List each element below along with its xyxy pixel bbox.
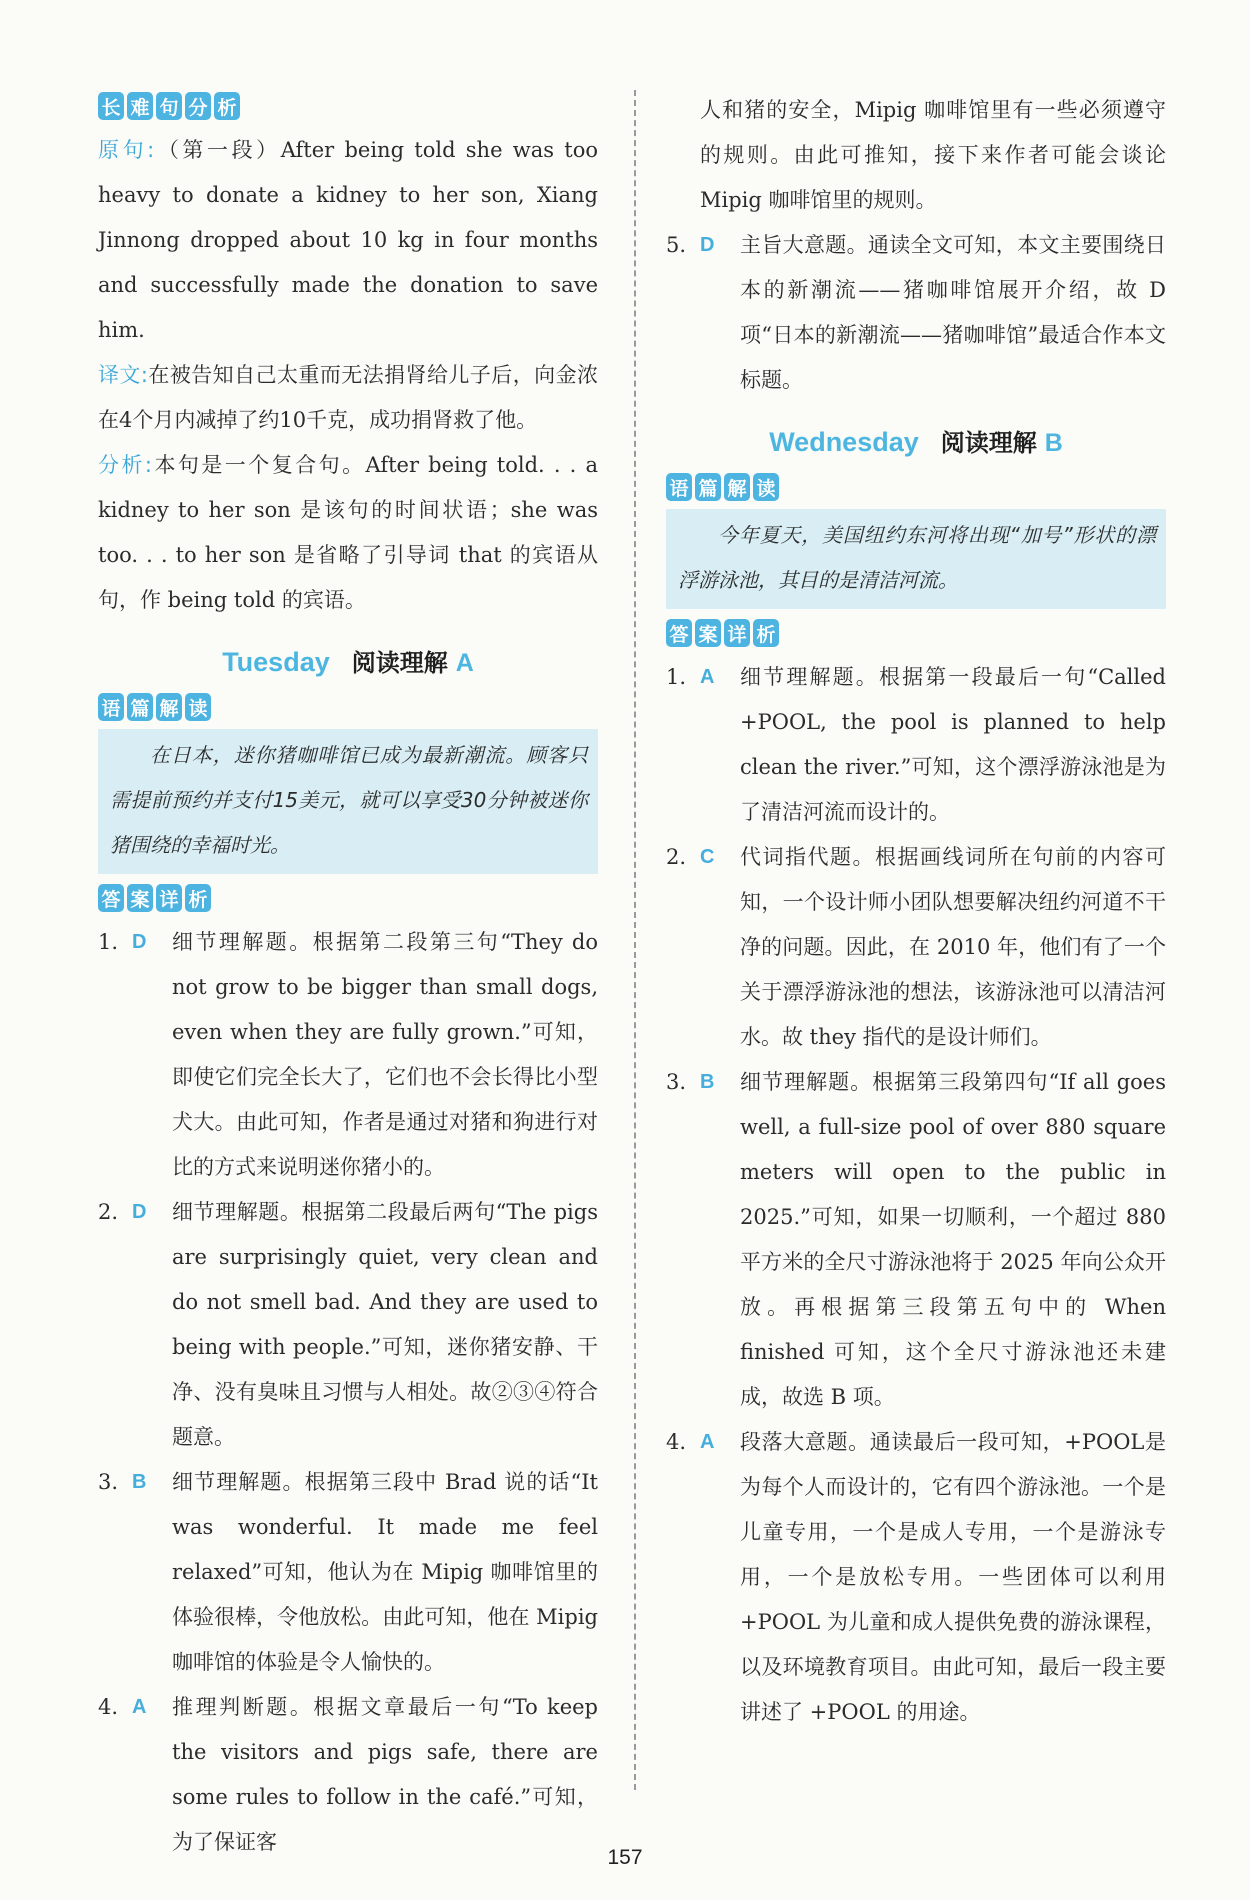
item-number: 2. [666, 845, 687, 869]
item-explanation: 段落大意题。通读最后一段可知，+POOL是为每个人而设计的，它有四个游泳池。一个是儿童专用，一个是成人专用，一个是游泳专用，一个是放松专用。一些团体可以利用 +POOL 为儿童和成人提供免费的游泳课程，以及环境教育项目。由此可知，最后一段主要讲述了 +POOL 的用途。 [740, 1430, 1166, 1724]
item-explanation: 主旨大意题。通读全文可知，本文主要围绕日本的新潮流——猪咖啡馆展开介绍，故 D 项“日本的新潮流——猪咖啡馆”最适合作本文标题。 [740, 233, 1166, 392]
item-answer: A [700, 666, 715, 688]
answer-detail-tag [98, 884, 598, 912]
tag-char: 析 [753, 619, 779, 647]
item-number: 4. [98, 1695, 119, 1719]
item-explanation: 代词指代题。根据画线词所在句前的内容可知，一个设计师小团队想要解决纽约河道不干净的问题。因此，在 2010 年，他们有了一个关于漂浮游泳池的想法，该游泳池可以清洁河水。故 they 指代的是设计师们。 [740, 845, 1166, 1049]
passage-reading-tag [98, 693, 598, 721]
tag-char: 篇 [127, 693, 153, 721]
answer-detail-tag [666, 619, 1166, 647]
analysis [98, 443, 598, 623]
section-heading-tuesday [98, 639, 598, 685]
tag-char: 语 [98, 693, 124, 721]
left-column [98, 88, 598, 1865]
answer-item [666, 835, 1166, 1060]
item-explanation: 推理判断题。根据文章最后一句“To keep the visitors and pigs safe, there are some rules to follow in the café.”可知，为了保证客 [172, 1695, 598, 1854]
item-explanation: 细节理解题。根据第三段中 Brad 说的话“It was wonderful. It made me feel relaxed”可知，他认为在 Mipig 咖啡馆里的体验很棒，令他放松。由此可知，他在 Mipig 咖啡馆的体验是令人愉快的。 [172, 1470, 598, 1674]
item-answer: B [132, 1471, 147, 1493]
original-label: 原句: [98, 138, 155, 162]
tag-char: 长 [98, 92, 124, 120]
answer-item [98, 1460, 598, 1685]
item-answer: D [132, 1201, 147, 1223]
tag-char: 详 [724, 619, 750, 647]
item-number: 5. [666, 233, 687, 257]
item-answer: B [700, 1071, 715, 1093]
answer-item [666, 223, 1166, 403]
tag-char: 读 [753, 473, 779, 501]
item-answer: C [700, 846, 715, 868]
translation-text: 在被告知自己太重而无法捐肾给儿子后，向金浓在4个月内减掉了约10千克，成功捐肾救了他。 [98, 363, 599, 432]
item-answer: D [132, 931, 147, 953]
analysis-label: 分析: [98, 453, 152, 477]
section-title: 阅读理解 [351, 649, 448, 677]
tag-char: 案 [695, 619, 721, 647]
column-divider [634, 90, 636, 1790]
tag-char: 析 [185, 884, 211, 912]
item-continuation: 人和猪的安全，Mipig 咖啡馆里有一些必须遵守的规则。由此可推知，接下来作者可能会谈论 Mipig 咖啡馆里的规则。 [700, 98, 1166, 212]
item-explanation: 细节理解题。根据第一段最后一句“Called +POOL, the pool is planned to help clean the river.”可知，这个漂浮游泳池是为了清洁河流而设计的。 [740, 665, 1166, 824]
right-column [666, 88, 1166, 1735]
difficult-sentence-tag [98, 92, 598, 120]
passage-reading-tag [666, 473, 1166, 501]
answer-item [666, 655, 1166, 835]
section-letter: B [1044, 429, 1063, 457]
item-explanation: 细节理解题。根据第二段最后两句“The pigs are surprisingly quiet, very clean and do not smell bad. And they are used to being with people.”可知，迷你猪安静、干净、没有臭味且习惯与人相处。故②③④符合题意。 [172, 1200, 598, 1449]
original-text: （第一段）After being told she was too heavy to donate a kidney to her son, Xiang Jinnong dropped about 10 kg in four months and successfully made the donation to save him. [98, 138, 599, 342]
tag-char: 析 [214, 92, 240, 120]
tag-char: 难 [127, 92, 153, 120]
tag-char: 语 [666, 473, 692, 501]
tag-char: 详 [156, 884, 182, 912]
item-number: 1. [666, 665, 687, 689]
item-answer: A [700, 1431, 715, 1453]
section-day: Wednesday [769, 427, 919, 457]
translation-label: 译文: [98, 363, 148, 387]
item-number: 4. [666, 1430, 687, 1454]
tag-char: 解 [156, 693, 182, 721]
item-number: 1. [98, 930, 119, 954]
answer-item [98, 1685, 598, 1865]
translation [98, 353, 598, 443]
item-answer: D [700, 234, 715, 256]
original-sentence [98, 128, 598, 353]
section-day: Tuesday [222, 647, 330, 677]
item-number: 3. [666, 1070, 687, 1094]
item-answer: A [132, 1696, 147, 1718]
section-letter: A [455, 649, 474, 677]
section-title: 阅读理解 [940, 429, 1037, 457]
item-number: 3. [98, 1470, 119, 1494]
tag-char: 解 [724, 473, 750, 501]
tag-char: 案 [127, 884, 153, 912]
page-number: 157 [607, 1846, 643, 1869]
passage-summary: 今年夏天，美国纽约东河将出现“加号”形状的漂浮游泳池，其目的是清洁河流。 [666, 509, 1166, 609]
answer-item [666, 1060, 1166, 1420]
passage-summary: 在日本，迷你猪咖啡馆已成为最新潮流。顾客只需提前预约并支付15美元，就可以享受30分钟被迷你猪围绕的幸福时光。 [98, 729, 598, 874]
item-number: 2. [98, 1200, 119, 1224]
item-explanation: 细节理解题。根据第二段第三句“They do not grow to be bigger than small dogs, even when they are fully grown.”可知，即使它们完全长大了，它们也不会长得比小型犬大。由此可知，作者是通过对猪和狗进行对比的方式来说明迷你猪小的。 [172, 930, 598, 1179]
tag-char: 读 [185, 693, 211, 721]
item-explanation: 细节理解题。根据第三段第四句“If all goes well, a full-size pool of over 880 square meters will open to the public in 2025.”可知，如果一切顺利，一个超过 880 平方米的全尺寸游泳池将于 2025 年向公众开放。再根据第三段第五句中的 When finished 可知，这个全尺寸游泳池还未建成，故选 B 项。 [740, 1070, 1166, 1409]
section-heading-wednesday [666, 419, 1166, 465]
answer-item [98, 920, 598, 1190]
answer-item [666, 1420, 1166, 1735]
tag-char: 句 [156, 92, 182, 120]
answer-item [98, 1190, 598, 1460]
tag-char: 分 [185, 92, 211, 120]
tag-char: 篇 [695, 473, 721, 501]
tag-char: 答 [666, 619, 692, 647]
tag-char: 答 [98, 884, 124, 912]
analysis-text: 本句是一个复合句。After being told. . . a kidney to her son 是该句的时间状语；she was too. . . to her son 是省略了引导词 that 的宾语从句，作 being told 的宾语。 [98, 453, 598, 612]
